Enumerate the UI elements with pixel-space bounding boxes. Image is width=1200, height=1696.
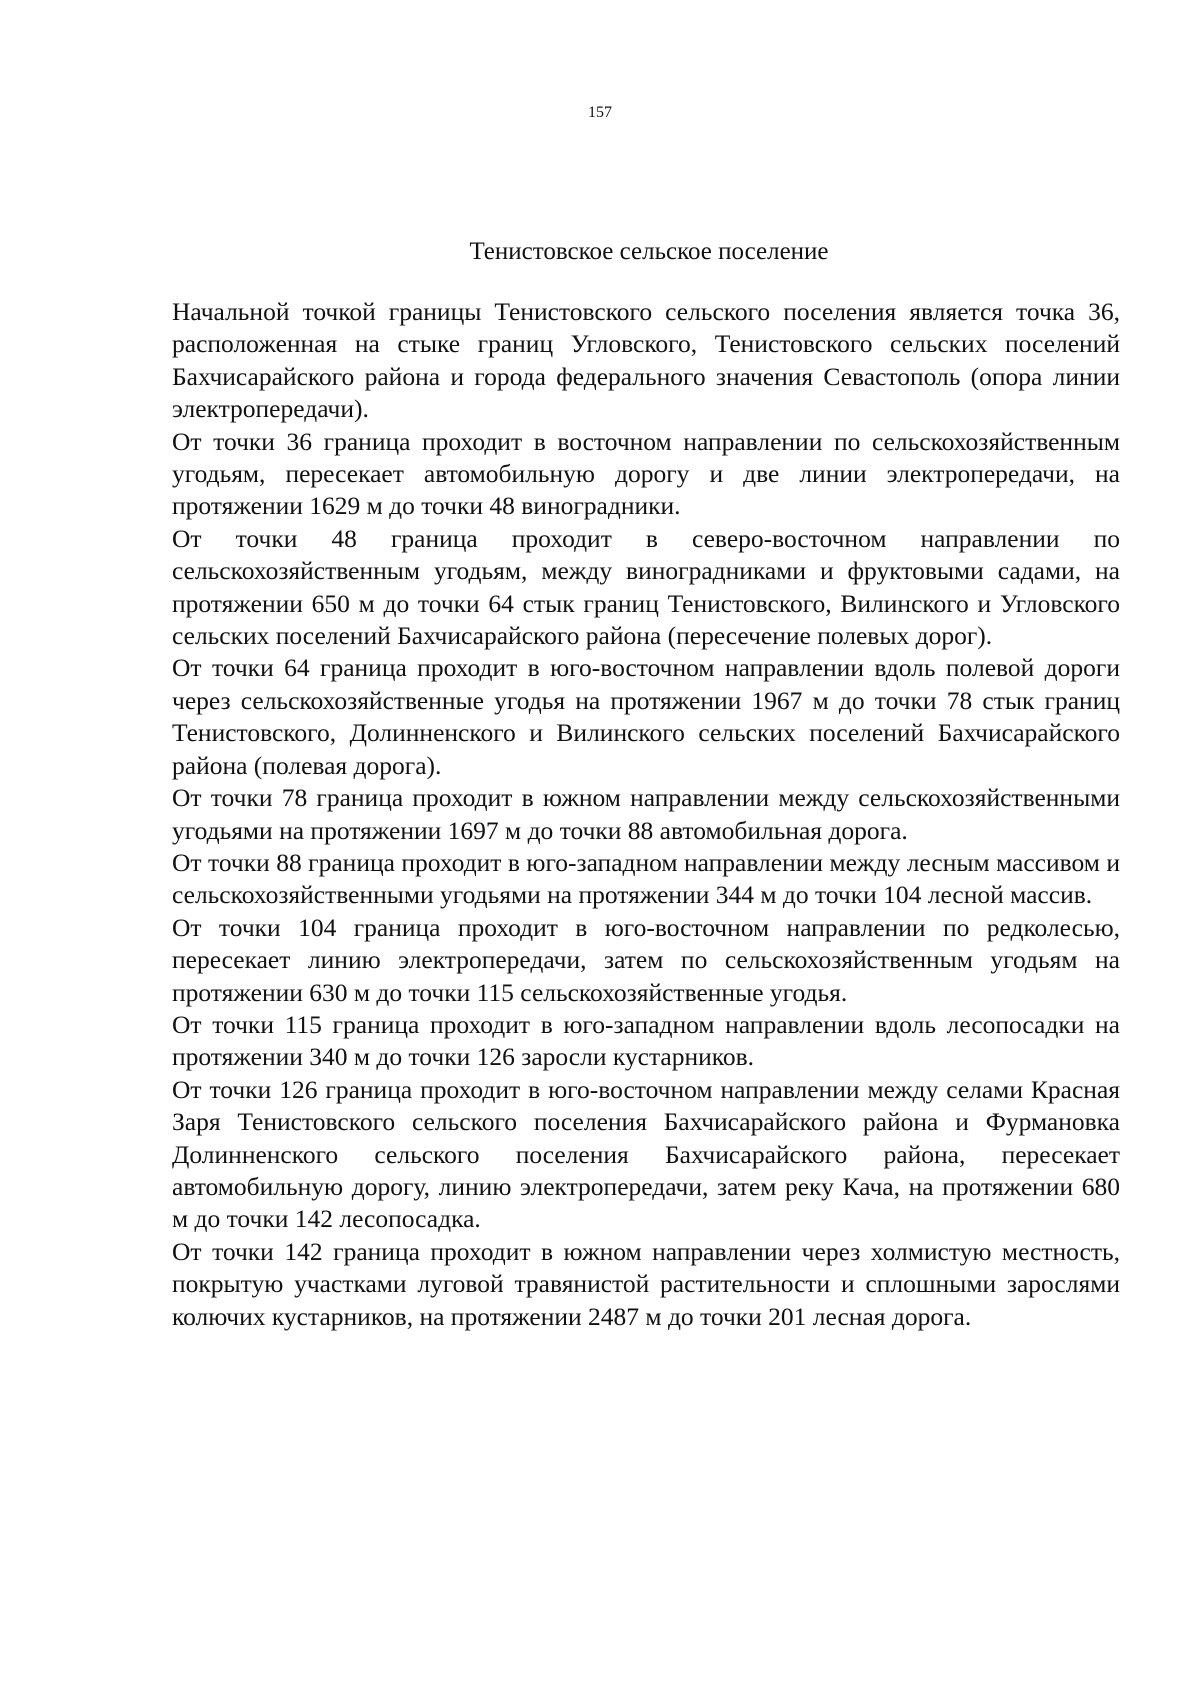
paragraph: Начальной точкой границы Тенистовского сельского поселения является точка 36, расположенная на стыке границ Угловского, Тенистовского сельских поселений Бахчисарайского района и города федерального значения Севастополь (опора линии электропередачи).	[172, 297, 1120, 424]
page-number: 157	[588, 104, 612, 121]
paragraph: От точки 78 граница проходит в южном направлении между сельскохозяйственными угодьями на протяжении 1697 м до точки 88 автомобильная дорога.	[172, 783, 1120, 845]
paragraph: От точки 48 граница проходит в северо-восточном направлении по сельскохозяйственным угодьям, между виноградниками и фруктовыми садами, на протяжении 650 м до точки 64 стык границ Тенистовского, Вилинского и Угловского сельских поселений Бахчисарайского района (пересечение полевых дорог).	[172, 523, 1120, 651]
body-text	[172, 296, 1120, 1333]
paragraph: От точки 104 граница проходит в юго-восточном направлении по редколесью, пересекает линию электропередачи, затем по сельскохозяйственным угодьям на протяжении 630 м до точки 115 сельскохозяйственные угодья.	[172, 912, 1120, 1007]
paragraph: От точки 126 граница проходит в юго-восточном направлении между селами Красная Заря Тенистовского сельского поселения Бахчисарайского района и Фурмановка Долинненского сельского поселения Бахчисарайского района, пересекает автомобильную дорогу, линию электропередачи, затем реку Кача, на протяжении 680 м до точки 142 лесопосадка.	[172, 1074, 1120, 1234]
page-title: Тенистовское сельское поселение	[469, 238, 829, 265]
paragraph: От точки 36 граница проходит в восточном направлении по сельскохозяйственным угодьям, пересекает автомобильную дорогу и две линии электропередачи, на протяжении 1629 м до точки 48 виноградники.	[172, 426, 1120, 521]
paragraph: От точки 115 граница проходит в юго-западном направлении вдоль лесопосадки на протяжении 340 м до точки 126 заросли кустарников.	[172, 1009, 1120, 1072]
paragraph: От точки 88 граница проходит в юго-западном направлении между лесным массивом и сельскохозяйственными угодьями на протяжении 344 м до точки 104 лесной массив.	[172, 847, 1120, 910]
paragraph: От точки 142 граница проходит в южном направлении через холмистую местность, покрытую участками луговой травянистой растительности и сплошными зарослями колючих кустарников, на протяжении 2487 м до точки 201 лесная дорога.	[172, 1236, 1120, 1331]
paragraph: От точки 64 граница проходит в юго-восточном направлении вдоль полевой дороги через сельскохозяйственные угодья на протяжении 1967 м до точки 78 стык границ Тенистовского, Долинненского и Вилинского сельских поселений Бахчисарайского района (полевая дорога).	[172, 653, 1120, 780]
